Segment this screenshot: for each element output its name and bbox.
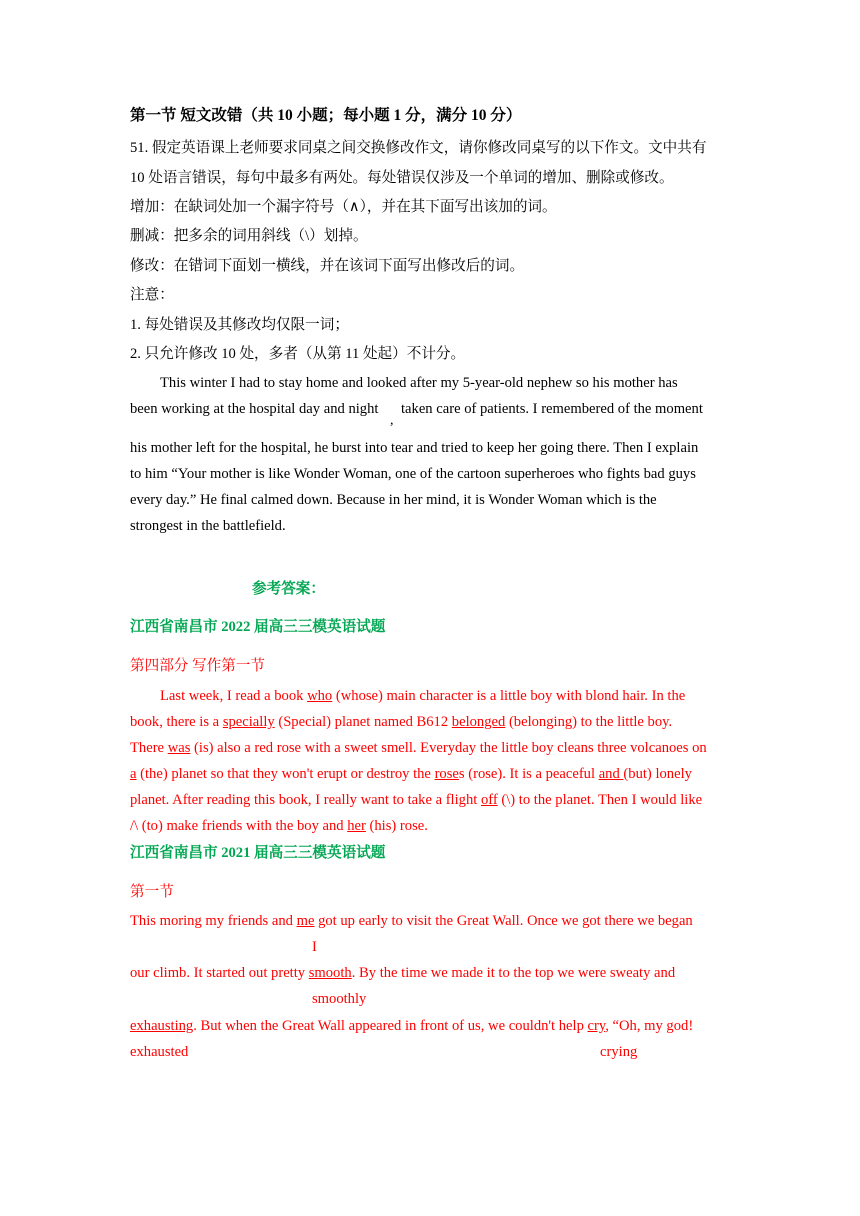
error-word: cry [587, 1018, 606, 1034]
intro-line: 删减：把多余的词用斜线（\）划掉。 [130, 228, 368, 244]
passage-line: This winter I had to stay home and looked after my 5-year-old nephew so his mother has [160, 375, 678, 391]
error-word: belonged [451, 714, 506, 730]
intro-line: 51. 假定英语课上老师要求同桌之间交换修改作文，请你修改同桌写的以下作文。文中共有 [130, 140, 707, 156]
intro-line: 修改：在错词下面划一横线，并在该词下面写出修改后的词。 [130, 258, 525, 274]
passage-line: his mother left for the hospital, he burst into tear and tried to keep her going there. Then I explain [130, 440, 699, 456]
error-word: off [480, 792, 498, 808]
passage-line: taken care of patients. I remembered of the moment [401, 401, 703, 417]
answer-line: This moring my friends and me got up early to visit the Great Wall. Once we got there we began [130, 913, 693, 929]
answer-line: a (the) planet so that they won't erupt or destroy the roses (rose). It is a peaceful and (but) lonely [130, 766, 692, 782]
error-word: who [307, 688, 333, 704]
intro-line: 1. 每处错误及其修改均仅限一词； [130, 317, 349, 333]
correction-word: smoothly [312, 991, 367, 1007]
answer-line: Last week, I read a book who (whose) main character is a little boy with blond hair. In the [160, 688, 686, 704]
error-word: her [347, 818, 366, 834]
error-word: specially [222, 714, 275, 730]
intro-line: 注意： [130, 287, 174, 303]
error-word: me [296, 913, 315, 929]
source-title: 江西省南昌市 2022 届高三三模英语试题 [130, 619, 386, 635]
answer-line: planet. After reading this book, I really want to take a flight off (\) to the planet. Then I would like [130, 792, 703, 808]
passage-line: to him “Your mother is like Wonder Woman, one of the cartoon superheroes who fights bad guys [130, 466, 696, 482]
part-heading: 第四部分 写作第一节 [130, 658, 265, 674]
intro-line: 2. 只允许修改 10 处，多者（从第 11 处起）不计分。 [130, 346, 466, 362]
answer-line: There was (is) also a red rose with a sweet smell. Everyday the little boy cleans three volcanoes on [130, 740, 707, 756]
error-word: exhausting [130, 1018, 194, 1034]
passage-line: been working at the hospital day and night [130, 401, 379, 417]
correction-word: crying [600, 1044, 638, 1060]
intro-line: 10 处语言错误，每句中最多有两处。每处错误仅涉及一个单词的增加、删除或修改。 [130, 170, 674, 186]
correction-word: I [312, 939, 317, 955]
error-word: smooth [308, 965, 352, 981]
passage-line: every day.” He final calmed down. Because in her mind, it is Wonder Woman which is the [130, 492, 657, 508]
section-heading: 第一节 短文改错（共 10 小题；每小题 1 分，满分 10 分） [130, 107, 522, 124]
correction-word: exhausted [130, 1044, 189, 1060]
answer-line: book, there is a specially (Special) planet named B612 belonged (belonging) to the little boy. [130, 714, 673, 730]
source-title: 江西省南昌市 2021 届高三三模英语试题 [130, 845, 386, 861]
answer-line: exhausting. But when the Great Wall appeared in front of us, we couldn't help cry, “Oh, my god! [130, 1018, 694, 1034]
answer-line: our climb. It started out pretty smooth. By the time we made it to the top we were sweaty and [130, 965, 676, 981]
error-word: rose [434, 766, 459, 782]
error-word: and [598, 766, 624, 782]
intro-line: 增加：在缺词处加一个漏字符号（∧），并在其下面写出该加的词。 [130, 199, 557, 215]
passage-line: strongest in the battlefield. [130, 518, 286, 534]
answers-label: 参考答案： [252, 581, 325, 597]
section-label: 第一节 [130, 884, 174, 900]
comma-mark: , [390, 413, 394, 428]
answer-line: /\ (to) make friends with the boy and her (his) rose. [130, 818, 428, 834]
error-word: was [167, 740, 191, 756]
error-word: a [130, 766, 137, 782]
